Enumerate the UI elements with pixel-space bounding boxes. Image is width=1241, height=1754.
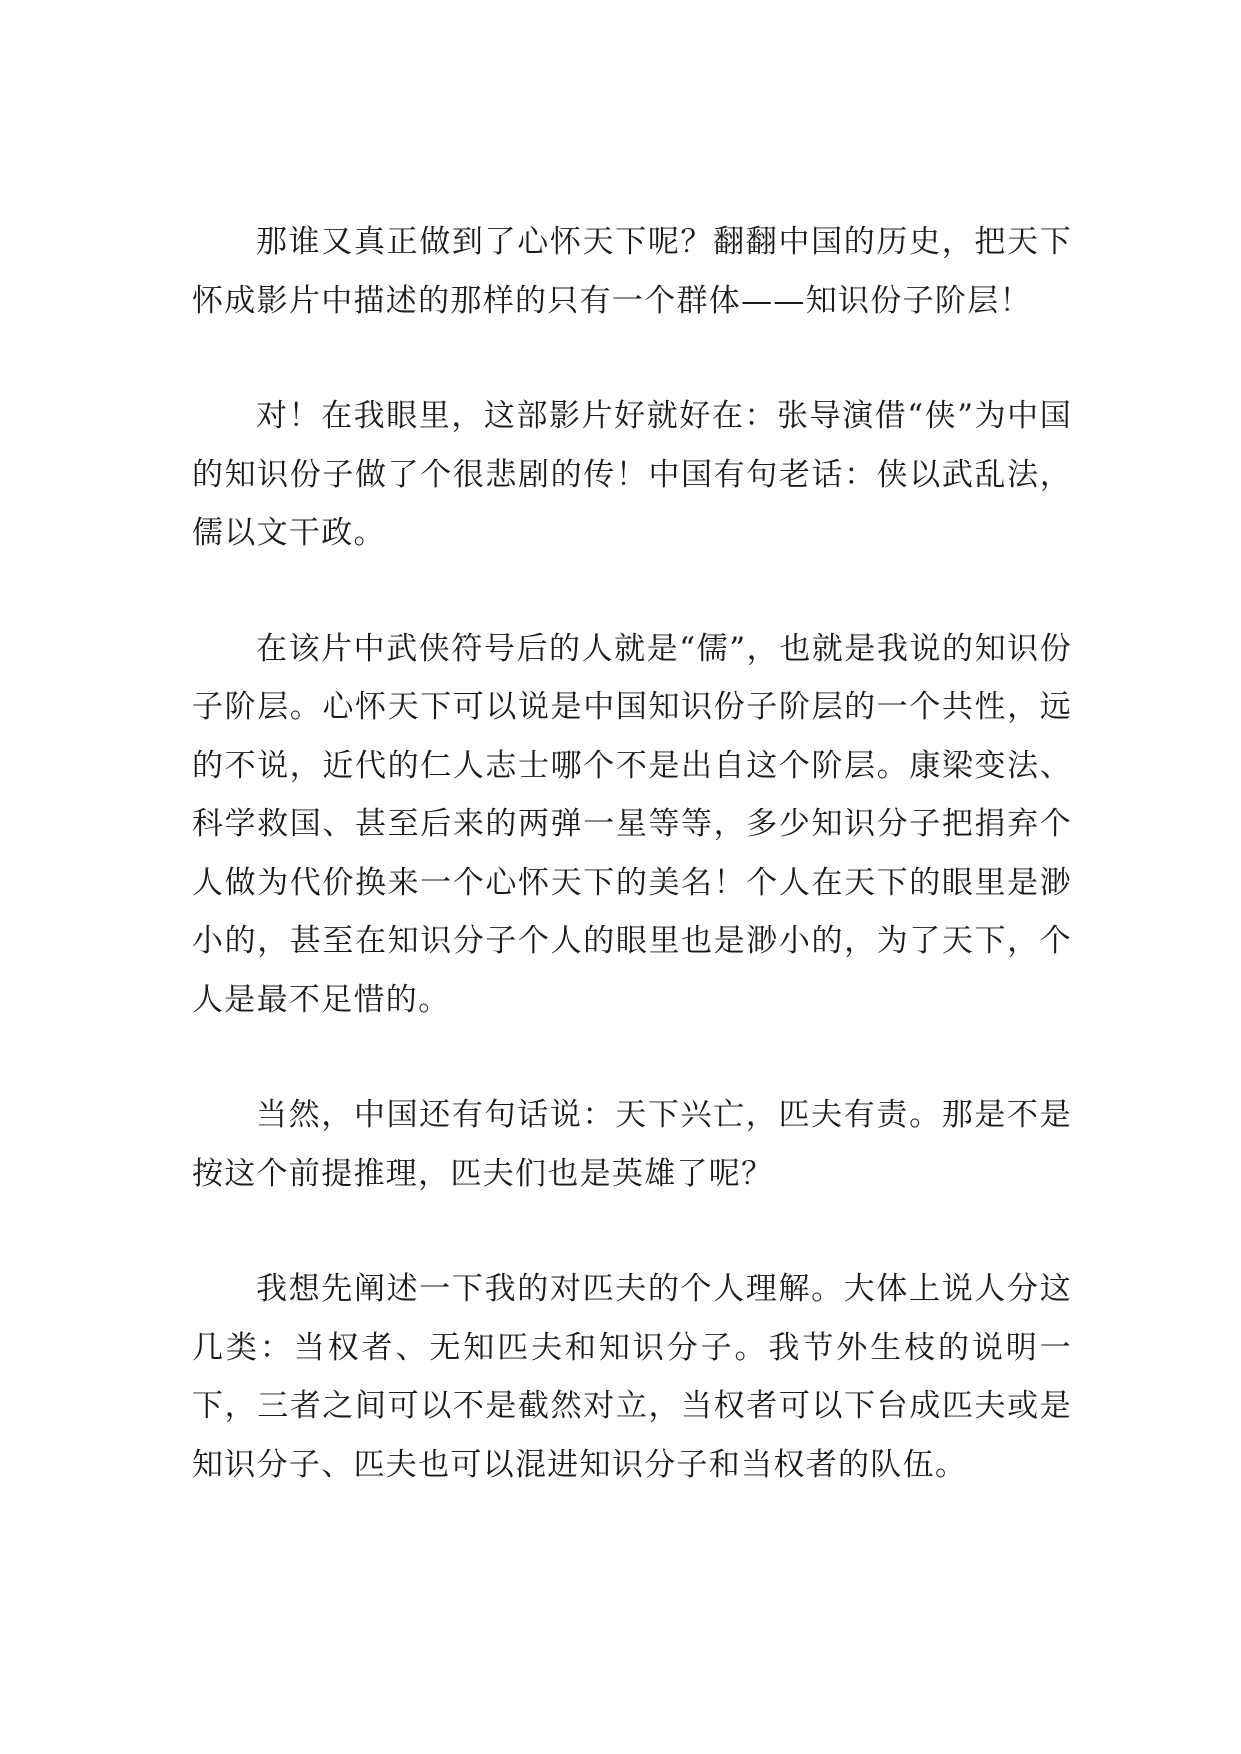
paragraph-4: 当然，中国还有句话说：天下兴亡，匹夫有责。那是不是按这个前提推理，匹夫们也是英雄了呢？ — [192, 1097, 1072, 1192]
paragraph-2: 对！在我眼里，这部影片好就好在：张导演借“侠”为中国的知识份子做了个很悲剧的传！中国有句老话：侠以武乱法，儒以文干政。 — [192, 398, 1072, 551]
document-body — [192, 213, 1072, 1494]
paragraph-1: 那谁又真正做到了心怀天下呢？翻翻中国的历史，把天下怀成影片中描述的那样的只有一个群体——知识份子阶层！ — [192, 224, 1072, 319]
paragraph-3: 在该片中武侠符号后的人就是“儒”，也就是我说的知识份子阶层。心怀天下可以说是中国知识份子阶层的一个共性，远的不说，近代的仁人志士哪个不是出自这个阶层。康梁变法、科学救国、甚至后来的两弹一星等等，多少知识分子把捐弃个人做为代价换来一个心怀天下的美名！个人在天下的眼里是渺小的，甚至在知识分子个人的眼里也是渺小的，为了天下，个人是最不足惜的。 — [192, 630, 1072, 1018]
paragraph-5: 我想先阐述一下我的对匹夫的个人理解。大体上说人分这几类：当权者、无知匹夫和知识分子。我节外生枝的说明一下，三者之间可以不是截然对立，当权者可以下台成匹夫或是知识分子、匹夫也可以混进知识分子和当权者的队伍。 — [192, 1271, 1072, 1483]
